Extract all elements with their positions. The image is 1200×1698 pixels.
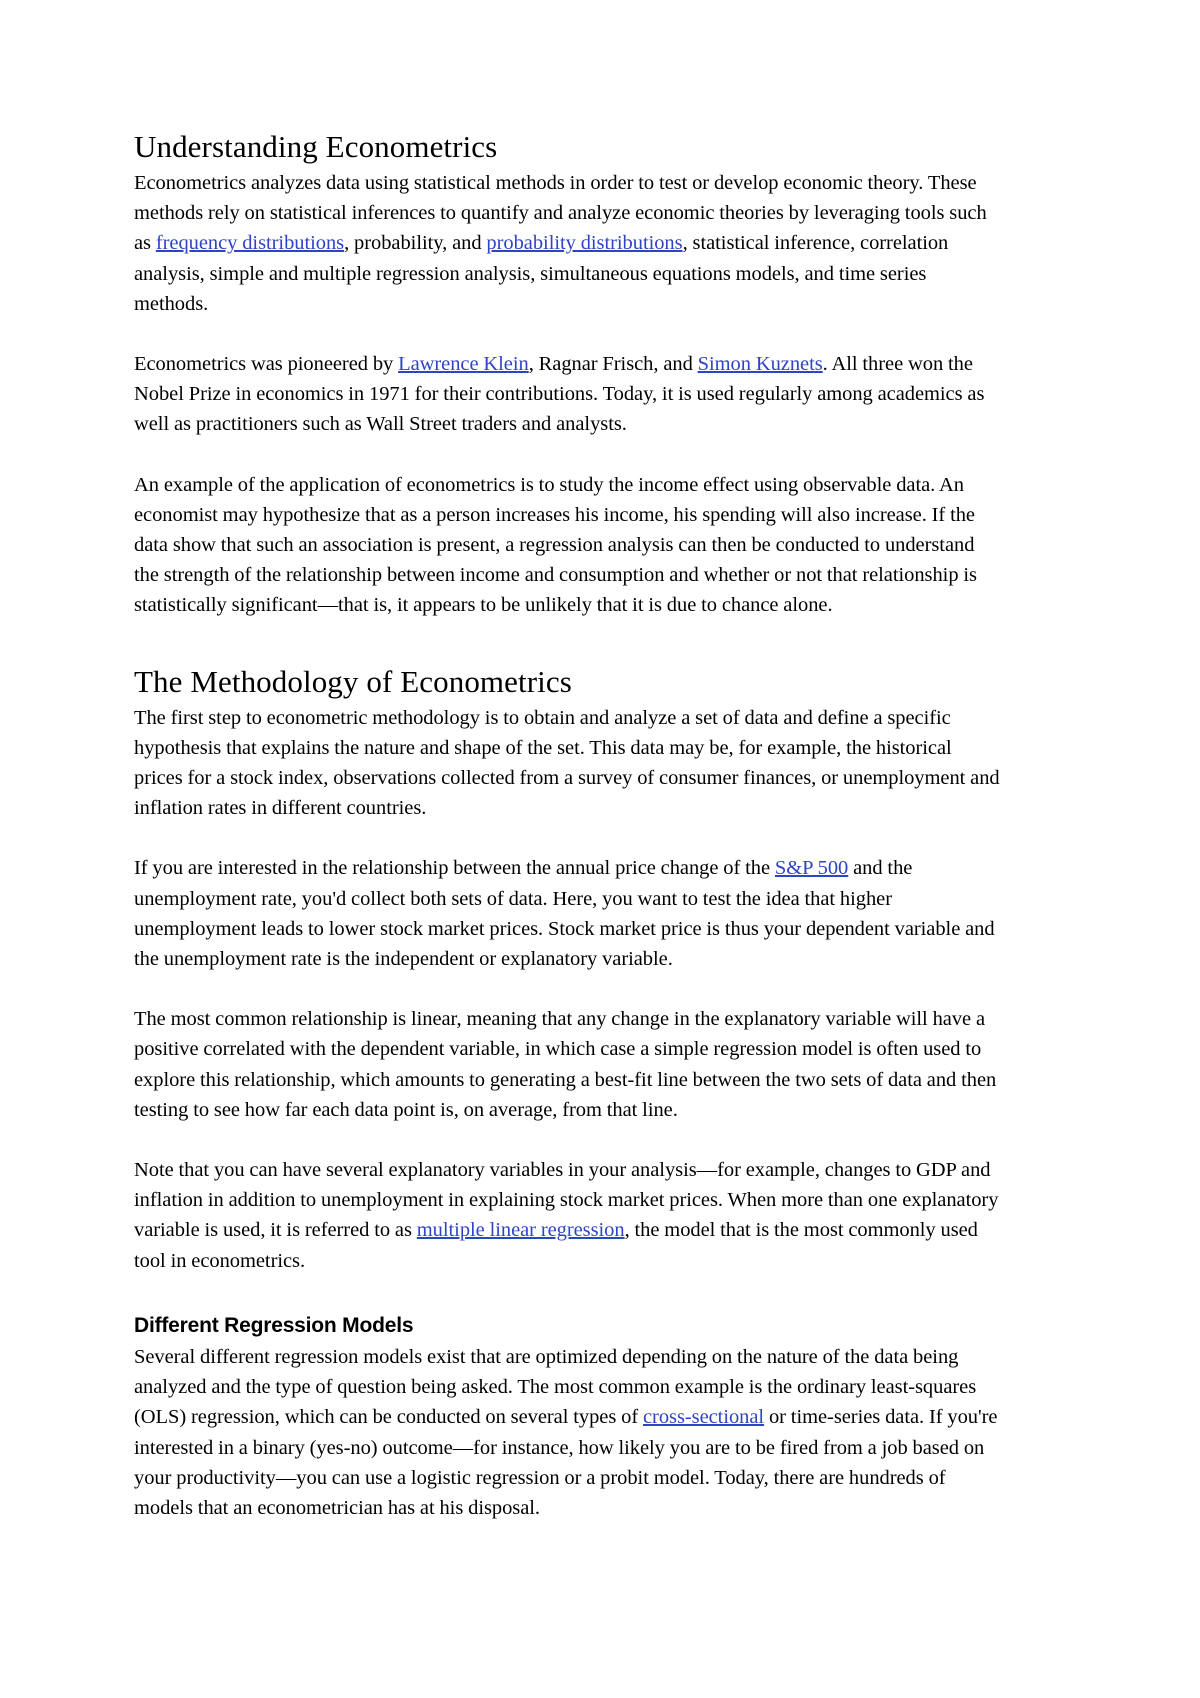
- section-heading-methodology-of-econometrics: The Methodology of Econometrics: [134, 663, 572, 699]
- paragraph-text: or time-series data. If you're interested in a binary (yes-no) outcome—for instance, how likely you are to be fired from a job based on your productivity—you can use a logistic regression or a probit model. Today, there are hundreds of models that an econometrician has at his disposal.: [134, 1406, 998, 1519]
- paragraph-text: Several different regression models exist that are optimized depending on the nature of the data being analyzed and the type of question being asked. The most common example is the ordinary least-squares (OLS) regression, which can be conducted on several types of: [134, 1345, 977, 1429]
- paragraph-text: , the model that is the most commonly used tool in econometrics.: [134, 1219, 978, 1272]
- section-heading-different-regression-models: Different Regression Models: [134, 1313, 414, 1337]
- section-heading-understanding-econometrics: Understanding Econometrics: [134, 129, 498, 164]
- paragraph-text: The first step to econometric methodology is to obtain and analyze a set of data and define a specific hypothesis that explains the nature and shape of the set. This data may be, for example, the historical prices for a stock index, observations collected from a survey of consumer finances, or unemployment and inflation rates in different countries.: [134, 706, 1000, 820]
- paragraph-text: , Ragnar Frisch, and: [528, 353, 698, 376]
- paragraph-text: Econometrics analyzes data using statistical methods in order to test or develop economic theory. These methods rely on statistical inferences to quantify and analyze economic theories by leveraging tools such as: [134, 172, 987, 255]
- paragraph-text: . All three won the Nobel Prize in economics in 1971 for their contributions. Today, it is used regularly among academics as well as practitioners such as Wall Street traders and analysts.: [134, 353, 985, 436]
- hyperlink[interactable]: cross-sectional: [643, 1406, 765, 1429]
- hyperlink[interactable]: frequency distributions: [155, 232, 345, 255]
- paragraph-p3: [134, 470, 1000, 621]
- paragraph-text: , probability, and: [344, 232, 487, 255]
- paragraph-text: and the unemployment rate, you'd collect both sets of data. Here, you want to test the idea that higher unemployment leads to lower stock market prices. Stock market price is thus your dependent variable and the unemployment rate is the independent or explanatory variable.: [134, 857, 995, 971]
- paragraph-p1: [134, 168, 1000, 319]
- hyperlink[interactable]: Lawrence Klein: [398, 353, 529, 376]
- hyperlink[interactable]: probability distributions: [486, 232, 683, 255]
- paragraph-text: Econometrics was pioneered by: [134, 353, 399, 376]
- paragraph-p6: [134, 1004, 1000, 1125]
- paragraph-p7: [134, 1155, 1000, 1276]
- hyperlink[interactable]: Simon Kuznets: [697, 353, 823, 376]
- paragraph-p5: [134, 853, 1000, 974]
- hyperlink[interactable]: multiple linear regression: [416, 1219, 625, 1242]
- paragraph-text: , statistical inference, correlation analysis, simple and multiple regression analysis, simultaneous equations models, and time series methods.: [134, 232, 949, 315]
- paragraph-text: If you are interested in the relationship between the annual price change of the: [134, 857, 775, 880]
- document-body: [134, 128, 1000, 1523]
- paragraph-text: Note that you can have several explanatory variables in your analysis—for example, changes to GDP and inflation in addition to unemployment in explaining stock market prices. When more than one explanatory variable is used, it is referred to as: [134, 1159, 999, 1242]
- paragraph-p8: [134, 1342, 1000, 1523]
- paragraph-text: The most common relationship is linear, meaning that any change in the explanatory variable will have a positive correlated with the dependent variable, in which case a simple regression model is often used to explore this relationship, which amounts to generating a best-fit line between the two sets of data and then testing to see how far each data point is, on average, from that line.: [134, 1008, 997, 1121]
- paragraph-p4: [134, 703, 1000, 824]
- hyperlink[interactable]: S&P 500: [774, 857, 849, 880]
- paragraph-text: An example of the application of econometrics is to study the income effect using observable data. An economist may hypothesize that as a person increases his income, his spending will also increase. If the data show that such an association is present, a regression analysis can then be conducted to understand the strength of the relationship between income and consumption and whether or not that relationship is statistically significant—that is, it appears to be unlikely that it is due to chance alone.: [134, 473, 977, 617]
- paragraph-p2: [134, 349, 1000, 440]
